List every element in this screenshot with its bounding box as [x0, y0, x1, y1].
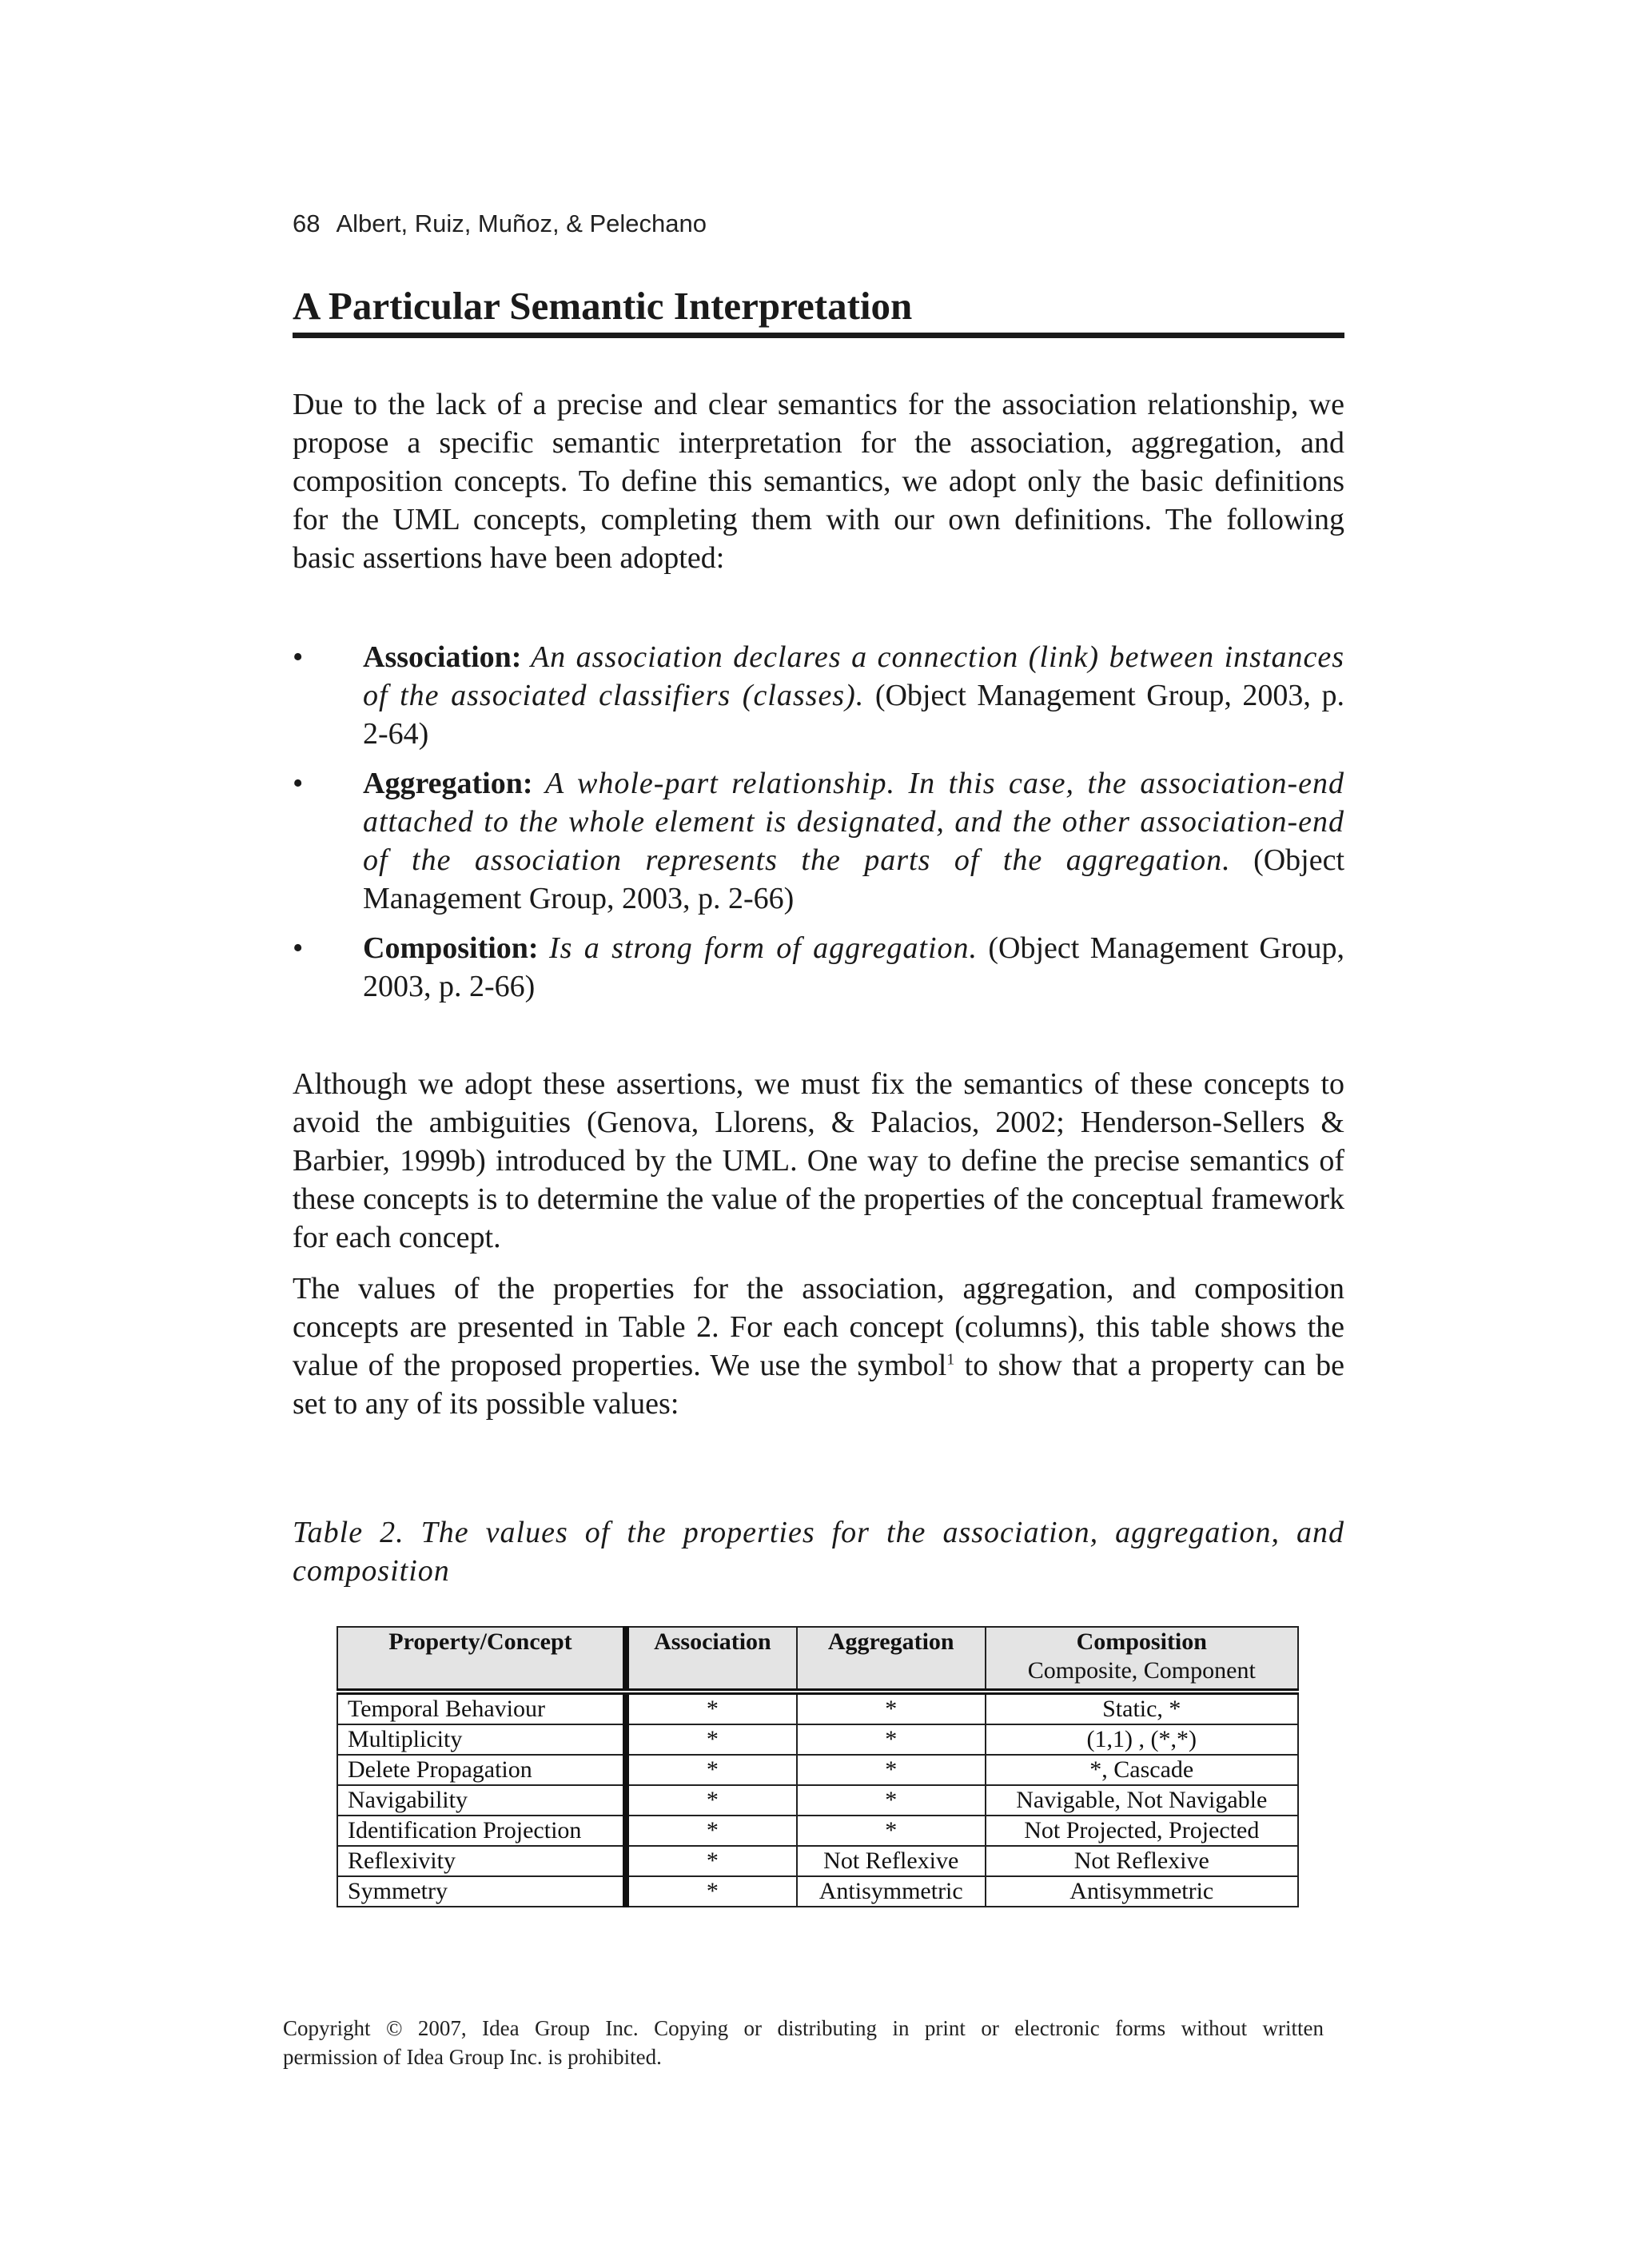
header-property-concept: Property/Concept [337, 1627, 626, 1692]
bullet-definition: Is a strong form of aggregation. [548, 931, 978, 965]
running-head-authors: Albert, Ruiz, Muñoz, & Pelechano [336, 209, 707, 237]
bullet-definition: A whole-part relationship. In this case, the association-end attached to the whole element is designated, and the other association-end of the association represents the parts of the aggregation. [363, 767, 1345, 877]
header-association: Association [626, 1627, 797, 1692]
property-cell: Multiplicity [337, 1724, 626, 1755]
composition-cell: (1,1) , (*,*) [986, 1724, 1298, 1755]
composition-cell: *, Cascade [986, 1755, 1298, 1785]
aggregation-cell: * [797, 1816, 986, 1846]
table-caption: Table 2. The values of the properties for the association, aggregation, and composition [293, 1516, 1344, 1588]
property-cell: Identification Projection [337, 1816, 626, 1846]
header-composition-label: Composition [1076, 1628, 1207, 1655]
paragraph-text: The values of the properties for the association, aggregation, and composition concepts are presented in Table 2. For each concept (columns), this table shows the value of the proposed properties. We use the symbol [293, 1272, 1344, 1382]
running-head [293, 209, 707, 238]
table-row [337, 1816, 1298, 1846]
bullet-icon: • [293, 767, 304, 800]
header-composition [986, 1627, 1298, 1692]
copyright-line: permission of Idea Group Inc. is prohibited. [283, 2045, 662, 2069]
copyright-notice [283, 2014, 1324, 2071]
association-cell: * [626, 1692, 797, 1724]
table-row [337, 1846, 1298, 1876]
properties-table [337, 1626, 1299, 1907]
footnote-marker: 1 [946, 1350, 955, 1369]
paragraph-text: to show that a property can be set to any of its possible values: [293, 1349, 1345, 1421]
table-row [337, 1755, 1298, 1785]
aggregation-cell: * [797, 1692, 986, 1724]
list-item-aggregation [293, 764, 1344, 918]
list-item-association [293, 638, 1344, 753]
table-row [337, 1785, 1298, 1816]
association-cell: * [626, 1755, 797, 1785]
paragraph-intro: Due to the lack of a precise and clear semantics for the association relationship, we propose a specific semantic interpretation for the association, aggregation, and composition concepts. To define this semantics, we adopt only the basic definitions for the UML concepts, completing them with our own definitions. The following basic assertions have been adopted: [293, 388, 1344, 575]
association-cell: * [626, 1816, 797, 1846]
page-number: 68 [293, 209, 321, 237]
association-cell: * [626, 1724, 797, 1755]
header-composition-subheader: Composite, Component [1027, 1657, 1256, 1684]
table-row [337, 1724, 1298, 1755]
aggregation-cell: * [797, 1785, 986, 1816]
composition-cell: Not Projected, Projected [986, 1816, 1298, 1846]
composition-cell: Static, * [986, 1692, 1298, 1724]
aggregation-cell: * [797, 1724, 986, 1755]
bullet-term: Aggregation: [363, 767, 533, 800]
composition-cell: Antisymmetric [986, 1876, 1298, 1907]
composition-cell: Navigable, Not Navigable [986, 1785, 1298, 1816]
property-cell: Reflexivity [337, 1846, 626, 1876]
paragraph-table-intro [293, 1270, 1344, 1423]
aggregation-cell: Antisymmetric [797, 1876, 986, 1907]
composition-cell: Not Reflexive [986, 1846, 1298, 1876]
list-item-composition [293, 929, 1344, 1006]
assertion-list [293, 638, 1344, 1017]
section-title: A Particular Semantic Interpretation [293, 285, 1344, 338]
property-cell: Temporal Behaviour [337, 1692, 626, 1724]
property-cell: Symmetry [337, 1876, 626, 1907]
bullet-icon: • [293, 931, 304, 965]
aggregation-cell: Not Reflexive [797, 1846, 986, 1876]
association-cell: * [626, 1785, 797, 1816]
paragraph-ambiguities: Although we adopt these assertions, we must fix the semantics of these concepts to avoid the ambiguities (Genova, Llorens, & Palacios, 2002; Henderson-Sellers & Barbier, 1999b) introduced by the UML. One way to define the precise semantics of these concepts is to determine the value of the properties of the conceptual framework for each concept. [293, 1067, 1344, 1254]
table-row [337, 1692, 1298, 1724]
bullet-term: Composition: [363, 931, 539, 965]
bullet-definition: An association declares a connection (link) between instances of the associated classifiers (classes). [363, 640, 1344, 712]
bullet-icon: • [293, 640, 304, 674]
bullet-citation: (Object Management Group, 2003, p. 2-66) [363, 843, 1345, 915]
bullet-citation: (Object Management Group, 2003, p. 2-64) [363, 679, 1345, 751]
association-cell: * [626, 1846, 797, 1876]
aggregation-cell: * [797, 1755, 986, 1785]
property-cell: Navigability [337, 1785, 626, 1816]
bullet-citation: (Object Management Group, 2003, p. 2-66) [363, 931, 1345, 1003]
bullet-term: Association: [363, 640, 522, 674]
table-header-row [337, 1627, 1298, 1692]
property-cell: Delete Propagation [337, 1755, 626, 1785]
header-aggregation: Aggregation [797, 1627, 986, 1692]
copyright-line: Copyright © 2007, Idea Group Inc. Copying or distributing in print or electronic forms without written [283, 2016, 1324, 2040]
association-cell: * [626, 1876, 797, 1907]
table-row [337, 1876, 1298, 1907]
